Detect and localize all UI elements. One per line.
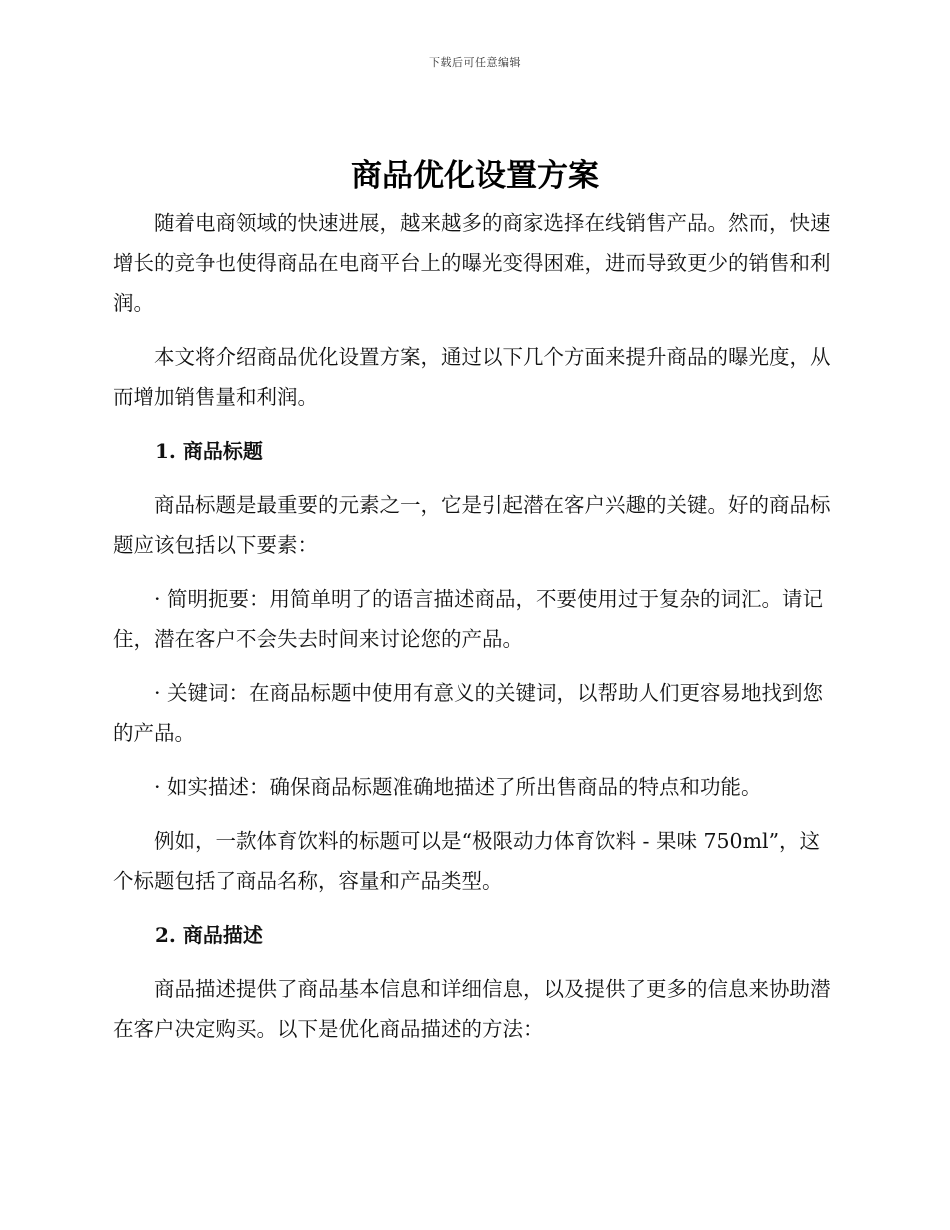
section-description-intro: 商品描述提供了商品基本信息和详细信息，以及提供了更多的信息来协助潜在客户决定购买。以下是优化商品描述的方法： bbox=[113, 977, 831, 1041]
intro-paragraph-1: 随着电商领域的快速进展，越来越多的商家选择在线销售产品。然而，快速增长的竞争也使得商品在电商平台上的曝光变得困难，进而导致更少的销售和利润。 bbox=[113, 211, 831, 315]
document-body bbox=[113, 203, 835, 1063]
section-title-example: 例如，一款体育饮料的标题可以是“极限动力体育饮料 - 果味 750ml”，这个标题包括了商品名称，容量和产品类型。 bbox=[113, 829, 821, 893]
bullet-concise: · 简明扼要：用简单明了的语言描述商品，不要使用过于复杂的词汇。请记住，潜在客户不会失去时间来讨论您的产品。 bbox=[113, 587, 824, 651]
section-title-intro: 商品标题是最重要的元素之一，它是引起潜在客户兴趣的关键。好的商品标题应该包括以下要素： bbox=[113, 493, 831, 557]
bullet-keywords: · 关键词：在商品标题中使用有意义的关键词，以帮助人们更容易地找到您的产品。 bbox=[113, 681, 824, 745]
section-heading-title: 1. 商品标题 bbox=[155, 439, 263, 463]
section-heading-description: 2. 商品描述 bbox=[155, 923, 263, 947]
document-title: 商品优化设置方案 bbox=[351, 158, 599, 194]
intro-paragraph-2: 本文将介绍商品优化设置方案，通过以下几个方面来提升商品的曝光度，从而增加销售量和利润。 bbox=[113, 345, 831, 409]
page-header-note: 下载后可任意编辑 bbox=[429, 56, 521, 69]
bullet-accurate: · 如实描述：确保商品标题准确地描述了所出售商品的特点和功能。 bbox=[154, 775, 762, 799]
